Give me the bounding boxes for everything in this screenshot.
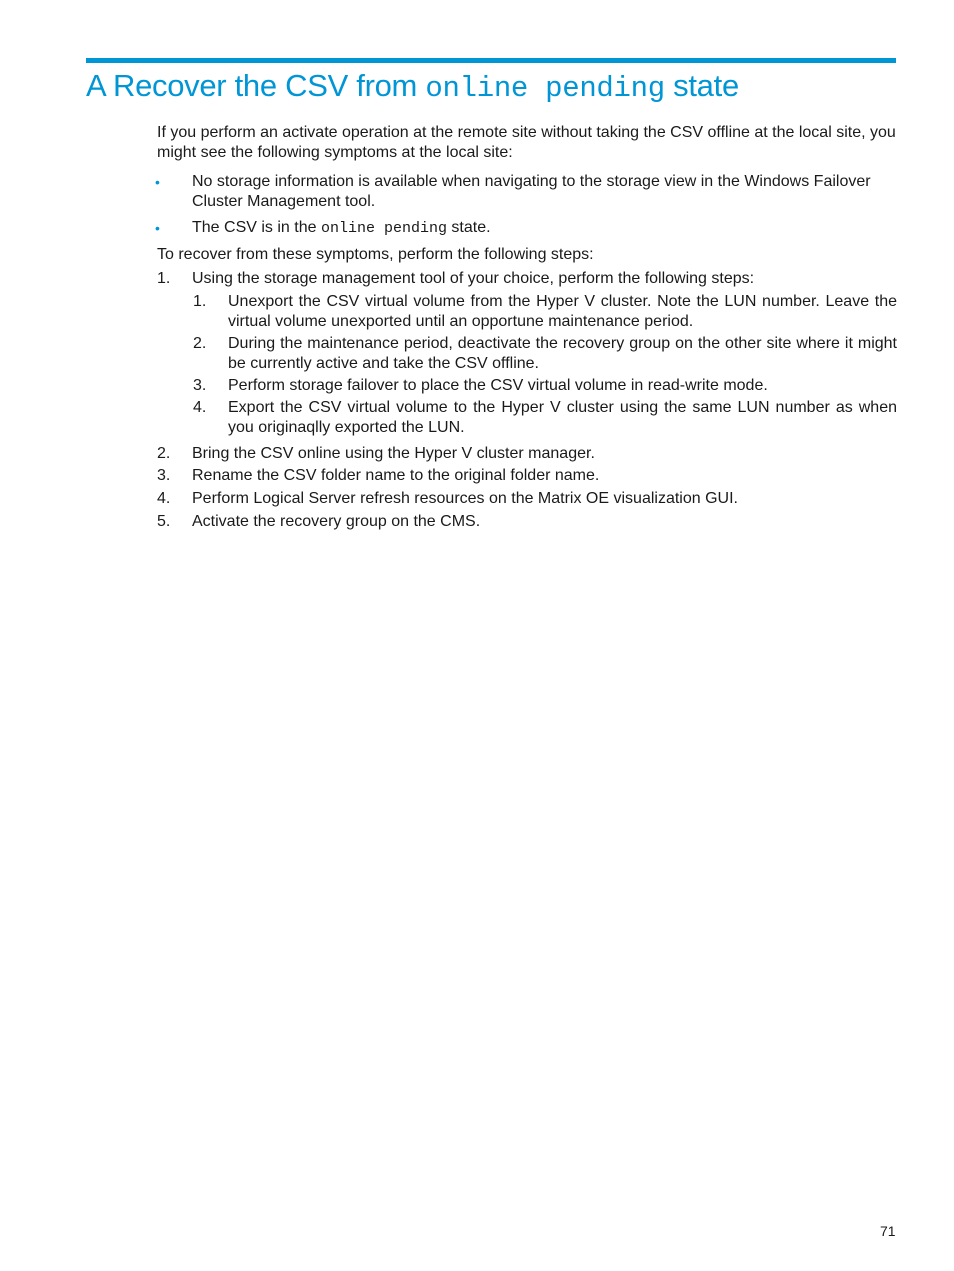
step-number: 3. xyxy=(157,467,171,484)
substep-item xyxy=(193,376,897,396)
recover-intro: To recover from these symptoms, perform the following steps: xyxy=(157,246,594,263)
step-item xyxy=(157,466,897,486)
symptom-text-prefix: The CSV is in the xyxy=(192,219,321,236)
step-text: Rename the CSV folder name to the original folder name. xyxy=(192,467,600,484)
substep-number: 2. xyxy=(193,335,207,352)
step-number: 5. xyxy=(157,513,171,530)
step-number: 4. xyxy=(157,490,171,507)
symptom-text xyxy=(192,218,897,239)
title-code: online pending xyxy=(425,72,665,105)
intro-paragraph: If you perform an activate operation at the remote site without taking the CSV offline at the local site, you might see the following symptoms at the local site: xyxy=(157,124,896,161)
step-text: Activate the recovery group on the CMS. xyxy=(192,513,481,530)
substep-number: 1. xyxy=(193,293,207,310)
substep-item xyxy=(193,334,897,374)
step-text: Perform Logical Server refresh resources on the Matrix OE visualization GUI. xyxy=(192,490,738,507)
symptom-code: online pending xyxy=(320,220,447,237)
substep-text: During the maintenance period, deactivate the recovery group on the other site where it might be currently active and take the CSV offline. xyxy=(228,335,897,372)
symptom-item xyxy=(157,172,897,212)
page-number: 71 xyxy=(880,1223,896,1239)
substep-text: Unexport the CSV virtual volume from the Hyper V cluster. Note the LUN number. Leave the virtual volume unexported until an opportune maintenance period. xyxy=(228,293,897,330)
step-number: 1. xyxy=(157,270,171,287)
substep-text: Export the CSV virtual volume to the Hyper V cluster using the same LUN number as when you originaqlly exported the LUN. xyxy=(228,399,897,436)
bullet-icon: • xyxy=(155,174,160,190)
step-number: 2. xyxy=(157,445,171,462)
title-prefix: A Recover the CSV from xyxy=(86,68,426,103)
step-text: Bring the CSV online using the Hyper V cluster manager. xyxy=(192,445,595,462)
step-item xyxy=(157,512,897,532)
step-item xyxy=(157,489,897,509)
substep-text: Perform storage failover to place the CSV virtual volume in read-write mode. xyxy=(228,377,768,394)
step-text: Using the storage management tool of your choice, perform the following steps: xyxy=(192,270,755,287)
substep-item xyxy=(193,292,897,332)
symptom-text-suffix: state. xyxy=(446,219,491,236)
step-item xyxy=(157,444,897,464)
symptom-text: No storage information is available when navigating to the storage view in the Windows Failover Cluster Management tool. xyxy=(192,173,871,210)
title-suffix: state xyxy=(664,68,739,103)
substep-number: 3. xyxy=(193,377,207,394)
substep-item xyxy=(193,398,897,438)
substep-number: 4. xyxy=(193,399,207,416)
symptom-item xyxy=(157,218,897,238)
header-rule xyxy=(86,58,896,63)
step-item xyxy=(157,269,897,289)
section-title xyxy=(86,66,739,109)
bullet-icon: • xyxy=(155,220,160,236)
